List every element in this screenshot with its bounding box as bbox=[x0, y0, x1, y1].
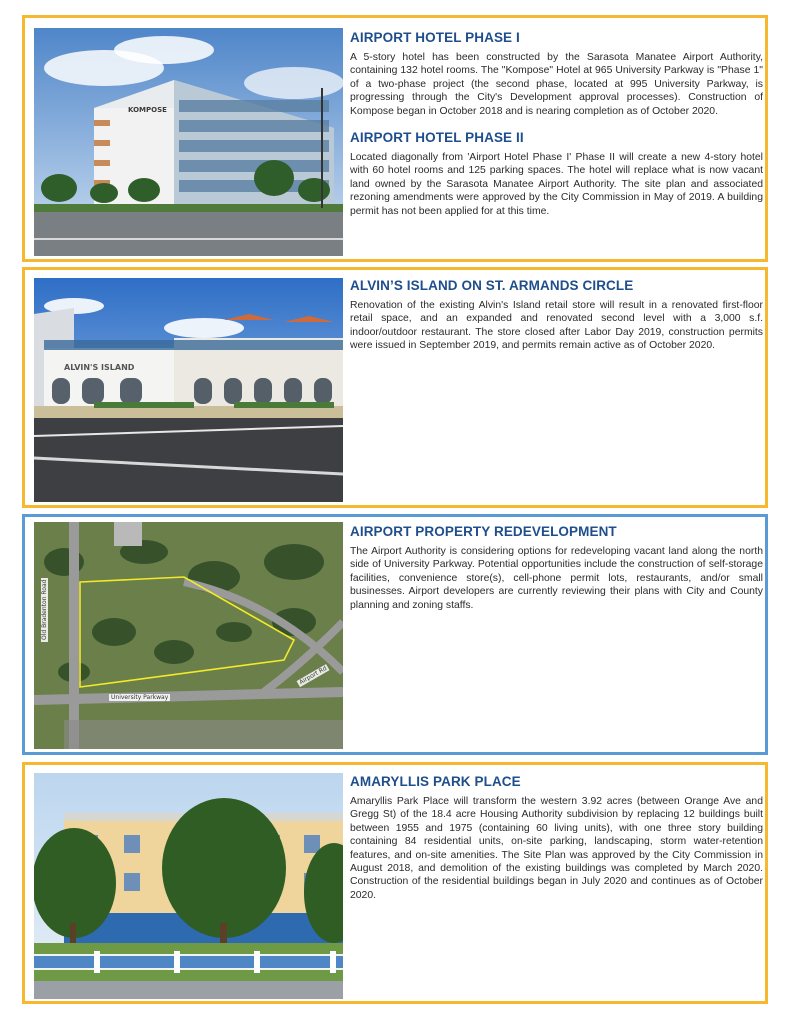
amaryllis-park-title: AMARYLLIS PARK PLACE bbox=[350, 774, 521, 789]
kompose-sign: KOMPOSE bbox=[128, 106, 167, 114]
road-label-university-parkway: University Parkway bbox=[111, 694, 169, 701]
alvins-island-sign: ALVIN'S ISLAND bbox=[64, 363, 135, 372]
project-card-amaryllis-park bbox=[22, 762, 768, 1004]
alvins-island-body: Renovation of the existing Alvin's Island retail store will result in a renovated first-floor retail space, and an expanded and renovated second level with a 3,000 s.f. indoor/outdoor restaurant. The store closed after Labor Day 2019, construction permits were issued in September 2019, and permits remain active as of October 2020. bbox=[350, 300, 763, 352]
airport-property-aerial-map bbox=[34, 522, 343, 749]
airport-property-body: The Airport Authority is considering options for redeveloping vacant land along the north side of University Parkway. Potential opportunities include the construction of self-storage facilities, convenience store(s), cell-phone permit lots, restaurants, and/or small businesses. Airport developers are currently reviewing their plans with City and County planning and zoning staffs. bbox=[350, 546, 763, 611]
kompose-hotel-photo bbox=[34, 28, 343, 256]
alvins-island-rendering bbox=[34, 278, 343, 502]
amaryllis-park-body: Amaryllis Park Place will transform the western 3.92 acres (between Orange Ave and Gregg St) of the 18.4 acre Housing Authority subdivision by replacing 12 buildings built between 1955 and 1975 (containing 60 living units), with one three story building containing 84 residential units, on-site parking, landscaping, storm water-retention features, and on-site amenities. The Site Plan was approved by the City Commission in August 2018, and demolition of the existing buildings was completed by March 2020. Construction of the residential buildings began in July 2020 and continues as of October 2020. bbox=[350, 796, 763, 901]
airport-hotel-phase-1-title: AIRPORT HOTEL PHASE I bbox=[350, 30, 520, 45]
road-label-old-bradenton: Old Bradenton Road bbox=[41, 579, 48, 640]
road-label-airport-rd: Airport Rd bbox=[298, 664, 329, 687]
project-card-airport-property bbox=[22, 514, 768, 755]
amaryllis-park-rendering bbox=[34, 773, 343, 999]
airport-hotel-phase-2-title: AIRPORT HOTEL PHASE II bbox=[350, 130, 524, 146]
project-card-airport-hotel bbox=[22, 15, 768, 262]
airport-property-title: AIRPORT PROPERTY REDEVELOPMENT bbox=[350, 524, 617, 539]
airport-hotel-phase-1-body: A 5-story hotel has been constructed by the Sarasota Manatee Airport Authority, containing 132 hotel rooms. The "Kompose" Hotel at 965 University Parkway is "Phase 1" of a two-phase project (the second phase, located at 995 University Parkway, is progressing through the City's Development approval processes). Construction of Kompose began in October 2018 and is nearing completion as of October 2020. bbox=[350, 52, 763, 117]
alvins-island-title: ALVIN’S ISLAND ON ST. ARMANDS CIRCLE bbox=[350, 278, 634, 293]
project-card-alvins-island bbox=[22, 267, 768, 508]
airport-hotel-phase-2-body: Located diagonally from 'Airport Hotel Phase I' Phase II will create a new 4-story hotel with 60 hotel rooms and 125 parking spaces. The hotel will replace what is now vacant land owned by the Sarasota Manatee Airport Authority. The site plan and associated rezoning amendments were approved by the City Commission in May of 2019. A building permit has not been applied for at this time. bbox=[350, 152, 763, 217]
